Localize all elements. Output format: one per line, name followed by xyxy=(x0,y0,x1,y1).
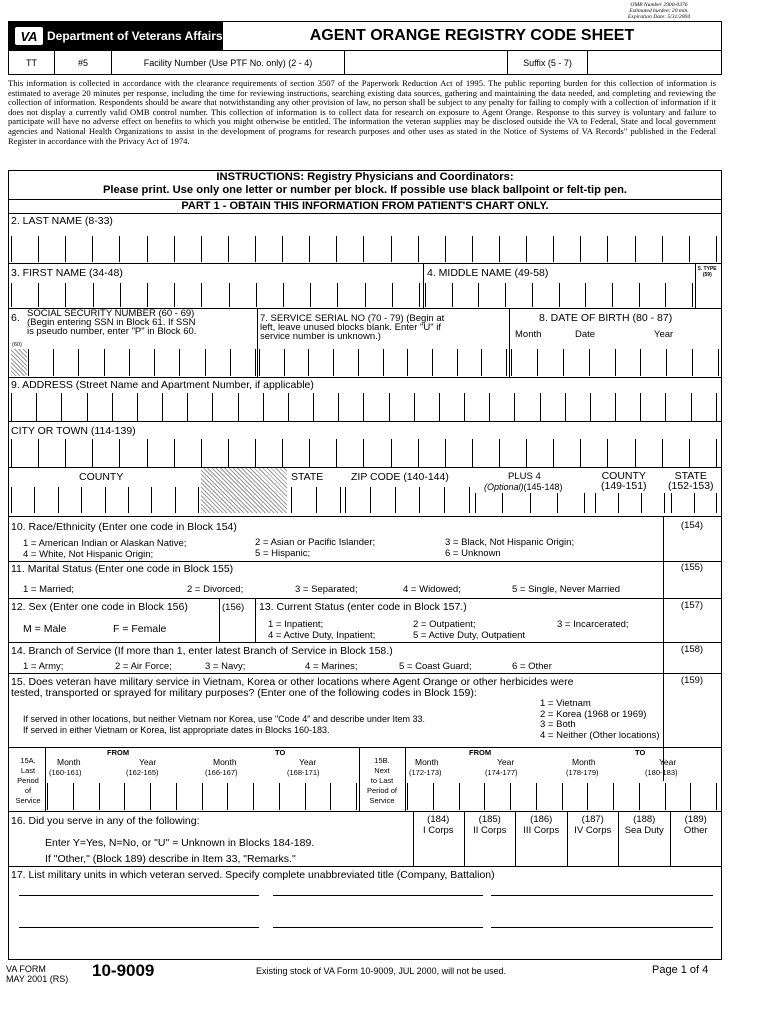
period-15a-code-4: (168-171) xyxy=(287,768,320,777)
corps-instructions-1: Enter Y=Yes, N=No, or "U" = Unknown in Blocks 184-189. xyxy=(45,837,315,849)
suffix-label: Suffix (5 - 7) xyxy=(508,51,588,74)
serial-field[interactable] xyxy=(259,349,507,376)
unit-line-5[interactable] xyxy=(273,927,483,928)
branch-option-4: 4 = Marines; xyxy=(305,661,358,672)
first-name-field[interactable] xyxy=(11,283,420,307)
serial-label: 7. SERVICE SERIAL NO (70 - 79) (Begin at left, leave unused blocks blank. Enter "U" if service number is unknown.) xyxy=(260,313,445,342)
form-number: 10-9009 xyxy=(92,961,155,980)
period-15a-to-year: Year xyxy=(299,757,317,767)
last-name-label: 2. LAST NAME (8-33) xyxy=(11,215,113,227)
corps-block-1[interactable] xyxy=(413,811,465,866)
race-option-3: 3 = Black, Not Hispanic Origin; xyxy=(445,537,575,548)
zip-label: ZIP CODE (140-144) xyxy=(351,471,449,483)
period-15b-to-month: Month xyxy=(572,757,596,767)
pseudo-flag-cell xyxy=(11,349,27,376)
marital-option-2: 2 = Divorced; xyxy=(187,584,244,595)
va-logo-icon: VA xyxy=(15,27,43,45)
branch-option-1: 1 = Army; xyxy=(23,661,64,672)
status-label: 13. Current Status (enter code in Block 157.) xyxy=(259,601,467,613)
marital-option-1: 1 = Married; xyxy=(23,584,74,595)
corps-code: (185) xyxy=(478,814,501,825)
status-option-3: 3 = Incarcerated; xyxy=(557,619,629,630)
corps-name: IV Corps xyxy=(574,825,612,836)
period-15b-from: FROM xyxy=(469,748,492,757)
stock-notice: Existing stock of VA Form 10-9009, JUL 2000, will not be used. xyxy=(256,966,507,976)
status-code-block[interactable]: (157) xyxy=(680,600,704,611)
unit-line-3[interactable] xyxy=(491,895,713,896)
service-location-notes: If served in other locations, but neither Vietnam nor Korea, use "Code 4" and describe under Item 33. If served in either Vietnam or Korea, list appropriate dates in Blocks 160-183. xyxy=(23,714,425,735)
branch-option-2: 2 = Air Force; xyxy=(115,661,172,672)
instructions xyxy=(9,171,721,196)
city-label: CITY OR TOWN (114-139) xyxy=(11,425,136,437)
state-label: STATE xyxy=(291,471,324,483)
period-15b-code-3: (178-179) xyxy=(566,768,599,777)
service-location-label: 15. Does veteran have military service in Vietnam, Korea or other locations where Agent Orange or other herbicides were tested, transported or sprayed for military purposes? (Enter one of the following codes in Block 159): xyxy=(11,676,574,699)
part1-heading: PART 1 - OBTAIN THIS INFORMATION FROM PATIENT'S CHART ONLY. xyxy=(9,199,721,213)
period-15a-code-2: (162-165) xyxy=(126,768,159,777)
period-15a-to-month: Month xyxy=(213,757,237,767)
marital-label: 11. Marital Status (Enter one code in Block 155) xyxy=(11,563,234,575)
corps-name: Other xyxy=(683,825,708,836)
county-label: COUNTY xyxy=(79,471,124,483)
period-15b-code-2: (174-177) xyxy=(485,768,518,777)
address-field[interactable] xyxy=(11,393,717,421)
sex-option-female: F = Female xyxy=(113,623,167,635)
facility-number-label: Facility Number (Use PTF No. only) (2 - 4) xyxy=(112,51,345,74)
race-option-1: 1 = American Indian or Alaskan Native; xyxy=(23,538,187,549)
branch-code-block[interactable]: (158) xyxy=(680,644,704,655)
state-code-label: STATE (152-153) xyxy=(668,470,714,492)
county-code-label: COUNTY (149-151) xyxy=(601,470,647,492)
unit-line-6[interactable] xyxy=(491,927,713,928)
omb-burden: Estimated burden: 20 min. xyxy=(629,8,689,14)
instructions-title: INSTRUCTIONS: Registry Physicians and Coordinators: xyxy=(216,171,514,183)
plus4-sub: (Optional)(145-148) xyxy=(484,482,563,492)
county-field[interactable] xyxy=(11,487,199,513)
state-code-field[interactable] xyxy=(671,493,717,513)
form-header xyxy=(8,21,722,51)
marital-option-4: 4 = Widowed; xyxy=(403,584,461,595)
zip-field[interactable] xyxy=(345,487,470,513)
ssn-field[interactable] xyxy=(28,349,256,376)
facility-number-field[interactable] xyxy=(345,51,508,74)
type-field[interactable] xyxy=(697,283,719,307)
corps-block-4[interactable] xyxy=(568,811,620,866)
period-15a-code-3: (166-167) xyxy=(205,768,238,777)
plus4-label: PLUS 4 xyxy=(508,471,541,482)
period-15a-field[interactable] xyxy=(47,783,357,810)
period-15a-to: TO xyxy=(275,748,286,757)
race-option-2: 2 = Asian or Pacific Islander; xyxy=(255,537,376,548)
period-15b-field[interactable] xyxy=(407,783,717,810)
num-cell: #5 xyxy=(55,51,112,74)
period-15b-from-year: Year xyxy=(497,757,515,767)
period-15b-label: 15B. Next to Last Period of Service xyxy=(366,756,398,805)
branch-option-5: 5 = Coast Guard; xyxy=(399,661,472,672)
status-option-1: 1 = Inpatient; xyxy=(268,619,324,630)
marital-code-block[interactable]: (155) xyxy=(680,562,704,573)
status-option-5: 5 = Active Duty, Outpatient xyxy=(413,630,526,641)
page-number: Page 1 of 4 xyxy=(652,964,709,976)
dob-month-label: Month xyxy=(515,329,542,340)
corps-name: II Corps xyxy=(473,825,507,836)
corps-name: Sea Duty xyxy=(624,825,664,836)
corps-code: (188) xyxy=(633,814,656,825)
race-option-4: 4 = White, Not Hispanic Origin; xyxy=(23,549,154,560)
corps-code: (184) xyxy=(427,814,450,825)
facility-row xyxy=(8,51,722,75)
dob-label: 8. DATE OF BIRTH (80 - 87) xyxy=(539,312,673,324)
plus4-field[interactable] xyxy=(475,493,585,513)
city-field[interactable] xyxy=(11,439,717,467)
ssn-label: SOCIAL SECURITY NUMBER (60 - 69) (Begin entering SSN in Block 61. If SSN is pseudo number, enter "P" in Block 60. xyxy=(27,308,197,337)
instructions-text: Please print. Use only one letter or number per block. If possible use black ballpoint or felt-tip pen. xyxy=(102,183,628,196)
suffix-field[interactable] xyxy=(588,51,721,74)
dob-field[interactable] xyxy=(511,349,719,376)
department-name: Department of Veterans Affairs xyxy=(47,29,223,43)
middle-name-field[interactable] xyxy=(425,283,693,307)
corps-instructions-2: If "Other," (Block 189) describe in Item 33, "Remarks." xyxy=(45,853,296,865)
address-label: 9. ADDRESS (Street Name and Apartment Number, if applicable) xyxy=(11,379,314,391)
race-label: 10. Race/Ethnicity (Enter one code in Block 154) xyxy=(11,521,237,533)
corps-question-label: 16. Did you serve in any of the following: xyxy=(11,815,200,827)
omb-number: OMB Number 2900-0376 xyxy=(630,2,688,8)
unit-line-4[interactable] xyxy=(19,927,259,928)
middle-name-label: 4. MIDDLE NAME (49-58) xyxy=(427,267,549,279)
period-15a-from-month: Month xyxy=(57,757,81,767)
military-units-label: 17. List military units in which veteran served. Specify complete unabbreviated title (Company, Battalion) xyxy=(11,869,495,881)
period-15a-label: 15A. Last Period of Service xyxy=(15,756,41,805)
first-name-label: 3. FIRST NAME (34-48) xyxy=(11,267,123,279)
burden-statement: This information is collected in accordance with the clearance requirements of section 3507 of the Paperwork Reduction Act of 1995. The public reporting burden for this collection of information is estimated to average 20 minutes per response, including the time for reviewing instructions, searching existing data sources, gathering and maintaining the data needed, and completing and reviewing the collection of information. Respondents should be aware that notwithstanding any other provision of law, no person shall be subject to any penalty for failing to comply with a collection of information if it does not display a currently valid OMB control number. This collection of information is to collect data for research on exposure to Agent Orange. Response to this survey is voluntary and failure to participate will have no adverse effect on benefits to which you might otherwise be entitled. The information the veteran supplies may be disclosed outside the VA to Federal, State and local government agencies and National Health Organizations to assist in the development of programs for research purposes and other uses as stated in the Notice of Systems of VA Records" published in the Federal Register in accordance with the Privacy Act of 1974. xyxy=(8,78,716,146)
va-brand xyxy=(9,22,223,50)
dob-date-label: Date xyxy=(575,329,596,340)
period-15b-to: TO xyxy=(635,748,646,757)
corps-blocks xyxy=(413,811,721,866)
corps-name: III Corps xyxy=(523,825,560,836)
form-body xyxy=(8,170,722,960)
unit-line-1[interactable] xyxy=(19,895,259,896)
race-option-5: 5 = Hispanic; xyxy=(255,548,311,559)
dob-year-label: Year xyxy=(654,329,674,340)
type-label: 5. TYPE (59) xyxy=(698,266,717,278)
status-option-4: 4 = Active Duty, Inpatient; xyxy=(268,630,376,641)
corps-code: (189) xyxy=(684,814,707,825)
corps-code: (186) xyxy=(530,814,553,825)
corps-block-2[interactable] xyxy=(465,811,517,866)
marital-option-3: 3 = Separated; xyxy=(295,584,358,595)
status-option-2: 2 = Outpatient; xyxy=(413,619,476,630)
ssn-number-label: 6. xyxy=(11,312,20,324)
shaded-block xyxy=(201,468,287,513)
sex-label: 12. Sex (Enter one code in Block 156) xyxy=(11,601,188,613)
state-field[interactable] xyxy=(291,487,341,513)
corps-code: (187) xyxy=(581,814,604,825)
period-15b-from-month: Month xyxy=(415,757,439,767)
period-15a-from: FROM xyxy=(107,748,130,757)
sex-option-male: M = Male xyxy=(23,623,67,635)
service-location-options: 1 = Vietnam 2 = Korea (1968 or 1969) 3 = Both 4 = Neither (Other locations) xyxy=(540,698,660,741)
pseudo-code-label: (60) xyxy=(12,342,22,348)
period-15a-from-year: Year xyxy=(139,757,157,767)
form-id: VA FORM MAY 2001 (RS) xyxy=(6,964,69,984)
omb-info xyxy=(600,2,718,20)
period-15b-code-1: (172-173) xyxy=(409,768,442,777)
branch-option-3: 3 = Navy; xyxy=(205,661,246,672)
marital-option-5: 5 = Single, Never Married xyxy=(512,584,620,595)
county-code-field[interactable] xyxy=(595,493,665,513)
branch-option-6: 6 = Other xyxy=(512,661,552,672)
sex-code-block[interactable]: (156) xyxy=(222,602,245,613)
corps-block-3[interactable] xyxy=(516,811,568,866)
service-location-code-block[interactable]: (159) xyxy=(680,675,704,686)
corps-block-5[interactable] xyxy=(619,811,671,866)
race-option-6: 6 = Unknown xyxy=(445,548,501,559)
period-15a-code-1: (160-161) xyxy=(49,768,82,777)
race-code-block[interactable]: (154) xyxy=(680,520,704,531)
unit-line-2[interactable] xyxy=(273,895,483,896)
corps-block-6[interactable] xyxy=(671,811,722,866)
last-name-field[interactable] xyxy=(11,236,717,262)
form-title: AGENT ORANGE REGISTRY CODE SHEET xyxy=(309,27,635,44)
omb-expiration: Expiration Date: 5/31/2004 xyxy=(627,14,691,20)
branch-label: 14. Branch of Service (If more than 1, enter latest Branch of Service in Block 158.) xyxy=(11,645,393,657)
period-15b-to-year: Year xyxy=(659,757,677,767)
tt-cell: TT xyxy=(9,51,55,74)
corps-name: I Corps xyxy=(422,825,454,836)
period-15b-code-4: (180-183) xyxy=(645,768,678,777)
